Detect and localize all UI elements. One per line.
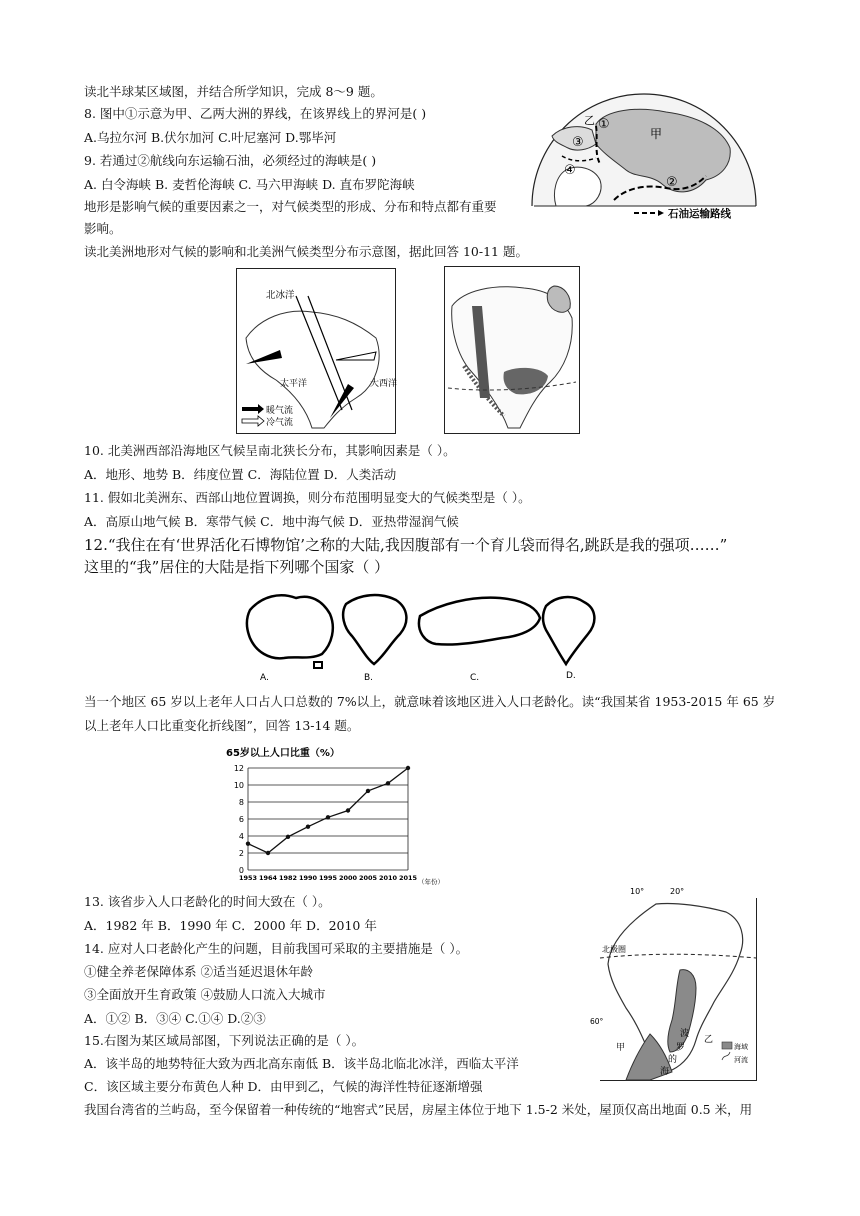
intro-13-14-line2: 以上老年人口比重变化折线图”，回答 13-14 题。 <box>84 718 360 733</box>
chart-x-tick-label: 1982 <box>278 874 298 882</box>
intro-10-11-line3: 读北美洲地形对气候的影响和北美洲气候类型分布示意图，据此回答 10-11 题。 <box>84 244 528 259</box>
label-atlantic-ocean: 大西洋 <box>370 379 398 389</box>
legend-sea: 海域 <box>734 1043 748 1051</box>
label-yi: 乙 <box>584 114 595 127</box>
chart-y-ticks <box>234 764 244 875</box>
chart-x-tick-label: 2005 <box>358 874 378 882</box>
chart-y-tick-label: 6 <box>238 815 244 824</box>
chart-x-tick-label: 2015 <box>398 874 418 882</box>
final-paragraph: 我国台湾省的兰屿岛，至今保留着一种传统的“地窖式”民居，房屋主体位于地下 1.5-2 米处，屋顶仅高出地面 0.5 米，用 <box>84 1102 753 1117</box>
chart-x-tick-label: 2000 <box>338 874 358 882</box>
q9-options: A. 白令海峡 B. 麦哲伦海峡 C. 马六甲海峡 D. 直布罗陀海峡 <box>84 177 415 192</box>
label-circle2: ② <box>666 175 678 190</box>
chart-y-tick-label: 0 <box>238 866 244 875</box>
intro-10-11-line1: 地形是影响气候的重要因素之一，对气候类型的形成、分布和特点都有重要 <box>84 199 497 214</box>
q13-stem: 13. 该省步入人口老龄化的时间大致在（ ）。 <box>84 894 331 909</box>
na-climate-map <box>444 266 580 434</box>
label-circle1: ① <box>598 117 610 132</box>
aging-population-chart <box>222 744 452 886</box>
chart-y-tick-label: 10 <box>233 781 244 790</box>
q14-option-line1: ①健全养老保障体系 ②适当延迟退休年龄 <box>84 964 313 979</box>
q15-stem: 15.右图为某区域局部图，下列说法正确的是（ ）。 <box>84 1033 365 1048</box>
q8-stem: 8. 图中①示意为甲、乙两大洲的界线，在该界线上的界河是( ) <box>84 106 427 121</box>
option-label-b: B. <box>364 673 374 683</box>
q13-options: A．1982 年 B．1990 年 C．2000 年 D．2010 年 <box>84 918 377 933</box>
chart-data-point <box>306 824 310 828</box>
chart-x-tick-label: 1964 <box>258 874 278 882</box>
q12-line1: 12.“我住在有‘世界活化石博物馆’之称的大陆,我因腹部有一个育儿袋而得名,跳跃是我的强项……” <box>84 536 728 554</box>
country-outlines <box>240 586 610 682</box>
legend-warm-air: 暖气流 <box>266 406 294 416</box>
chart-y-tick-label: 12 <box>233 764 244 773</box>
chart-data-point <box>266 851 270 855</box>
option-label-d: D. <box>566 671 576 681</box>
q8-options: A.乌拉尔河 B.伏尔加河 C.叶尼塞河 D.鄂毕河 <box>84 130 337 145</box>
label-arctic-ocean: 北冰洋 <box>266 290 295 301</box>
lon-20: 20° <box>670 887 685 896</box>
q9-stem: 9. 若通过②航线向东运输石油，必须经过的海峡是( ) <box>84 153 377 168</box>
legend-river: 河流 <box>734 1056 748 1064</box>
chart-x-ticks <box>239 874 418 882</box>
legend-cold-air: 冷气流 <box>266 418 294 428</box>
q15-option-line1: A．该半岛的地势特征大致为西北高东南低 B．该半岛北临北冰洋，西临太平洋 <box>84 1056 519 1071</box>
chart-data-point <box>326 815 330 819</box>
intro-10-11-line2: 影响。 <box>84 221 122 236</box>
lon-10: 10° <box>630 887 645 896</box>
q10-options: A．地形、地势 B．纬度位置 C．海陆位置 D．人类活动 <box>84 467 397 482</box>
chart-data-point <box>386 781 390 785</box>
chart-data-point <box>366 789 370 793</box>
option-label-c: C. <box>470 673 480 683</box>
label-circle3: ③ <box>572 135 584 150</box>
q11-options: A．高原山地气候 B．寒带气候 C．地中海气候 D．亚热带湿润气候 <box>84 514 459 529</box>
chart-x-tick-label: 1990 <box>298 874 318 882</box>
chart-y-tick-label: 2 <box>238 849 244 858</box>
q14-stem: 14. 应对人口老龄化产生的问题，目前我国可采取的主要措施是（ ）。 <box>84 941 469 956</box>
chart-data-point <box>246 841 250 845</box>
label-circle4: ④ <box>564 163 576 178</box>
chart-data-point <box>346 808 350 812</box>
chart-data-point <box>286 835 290 839</box>
q15-option-line2: C．该区域主要分布黄色人种 D．由甲到乙，气候的海洋性特征逐渐增强 <box>84 1079 483 1094</box>
baltic-char-4: 海 <box>660 1067 670 1077</box>
chart-data-point <box>406 766 410 770</box>
baltic-char-3: 的 <box>668 1055 678 1065</box>
chart-x-axis-label: （年份） <box>418 878 444 886</box>
intro-8-9: 读北半球某区域图，并结合所学知识，完成 8～9 题。 <box>84 84 383 99</box>
chart-x-tick-label: 1953 <box>238 874 258 882</box>
baltic-char-1: 波 <box>680 1029 690 1039</box>
chart-points <box>246 766 410 855</box>
chart-x-tick-label: 1995 <box>318 874 338 882</box>
option-label-a: A. <box>260 673 269 683</box>
q14-option-line2: ③全面放开生育政策 ④鼓励人口流入大城市 <box>84 987 326 1002</box>
na-airflow-map <box>236 268 396 434</box>
label-pacific-ocean: 太平洋 <box>280 379 308 389</box>
scand-label-jia: 甲 <box>616 1043 626 1053</box>
q11-stem: 11. 假如北美洲东、西部山地位置调换，则分布范围明显变大的气候类型是（ ）。 <box>84 490 531 505</box>
legend-oil-route: 石油运输路线 <box>668 208 731 220</box>
chart-y-tick-label: 4 <box>238 832 244 841</box>
label-arctic-circle: 北极圈 <box>602 945 626 954</box>
q10-stem: 10. 北美洲西部沿海地区气候呈南北狭长分布，其影响因素是（ ）。 <box>84 443 456 458</box>
scandinavia-map <box>590 884 762 1084</box>
intro-13-14-line1: 当一个地区 65 岁以上老年人口占人口总数的 7%以上，就意味着该地区进入人口老龄化。读“我国某省 1953-2015 年 65 岁 <box>84 694 776 709</box>
scand-label-yi: 乙 <box>704 1035 714 1045</box>
chart-series-line <box>248 768 408 853</box>
baltic-char-2: 罗 <box>676 1043 686 1053</box>
chart-x-tick-label: 2010 <box>378 874 398 882</box>
q12-line2: 这里的“我”居住的大陆是指下列哪个国家（ ） <box>84 558 390 576</box>
chart-y-tick-label: 8 <box>238 798 244 807</box>
lat-60: 60° <box>590 1017 604 1026</box>
q14-options: A．①② B．③④ C.①④ D.②③ <box>84 1011 266 1026</box>
label-jia: 甲 <box>650 127 663 141</box>
chart-title: 65岁以上人口比重（%） <box>226 748 340 759</box>
eurasia-map <box>526 84 764 222</box>
